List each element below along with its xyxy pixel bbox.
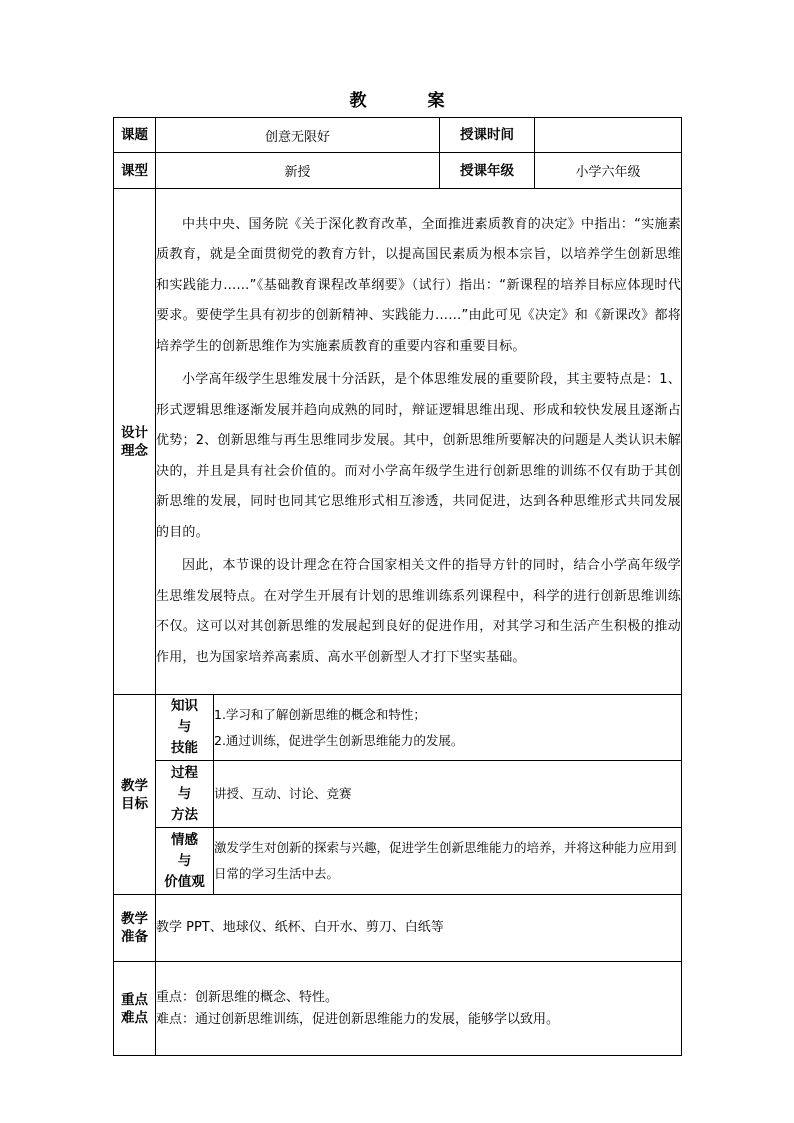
row-type <box>114 153 682 189</box>
knowledge-label: 知识 与 技能 <box>156 695 214 761</box>
grade-label: 授课年级 <box>440 153 535 189</box>
row-objective-emotion <box>114 828 682 895</box>
topic-value: 创意无限好 <box>156 118 440 153</box>
page-title: 教 案 <box>349 91 467 111</box>
design-paragraph: 因此，本节课的设计理念在符合国家相关文件的指导方针的同时，结合小学高年级学生思维发展特点。在对学生开展有计划的思维训练系列课程中，科学的进行创新思维训练不仅。这可以对其创新思维的发展起到良好的促进作用，对其学习和生活产生积极的推动作用，也为国家培养高素质、高水平创新型人才打下坚实基础。 <box>156 558 682 665</box>
design-label: 设计 理念 <box>114 189 156 695</box>
row-design <box>114 189 682 695</box>
time-label: 授课时间 <box>440 118 535 153</box>
emotion-content: 激发学生对创新的探索与兴趣，促进学生创新思维能力的培养，并将这种能力应用到日常的学习生活中去。 <box>214 828 682 895</box>
knowledge-item: 2.通过训练，促进学生创新思维能力的发展。 <box>214 732 464 748</box>
row-objective-knowledge <box>114 695 682 761</box>
process-content: 讲授、互动、讨论、竞赛 <box>214 761 682 828</box>
keypoints-label: 重点 难点 <box>114 962 156 1056</box>
design-content <box>156 189 682 695</box>
type-value: 新授 <box>156 153 440 189</box>
preparation-content: 教学 PPT、地球仪、纸杯、白开水、剪刀、白纸等 <box>156 895 682 962</box>
preparation-label: 教学 准备 <box>114 895 156 962</box>
row-topic <box>114 118 682 153</box>
objectives-label: 教学 目标 <box>114 695 156 895</box>
knowledge-content <box>214 695 682 761</box>
key-point: 重点：创新思维的概念、特性。 <box>156 989 339 1005</box>
process-label: 过程 与 方法 <box>156 761 214 828</box>
knowledge-item: 1.学习和了解创新思维的概念和特性； <box>214 706 426 722</box>
difficult-point: 难点：通过创新思维训练，促进创新思维能力的发展，能够学以致用。 <box>156 1011 560 1027</box>
type-label: 课型 <box>114 153 156 189</box>
topic-label: 课题 <box>114 118 156 153</box>
row-preparation <box>114 895 682 962</box>
row-keypoints <box>114 962 682 1056</box>
row-objective-process <box>114 761 682 828</box>
keypoints-content <box>156 962 682 1056</box>
design-paragraph: 中共中央、国务院《关于深化教育改革，全面推进素质教育的决定》中指出：“实施素质教育，就是全面贯彻党的教育方针，以提高国民素质为根本宗旨，以培养学生创新思维和实践能力……”《基础教育课程改革纲要》（试行）指出：“新课程的培养目标应体现时代要求。要使学生具有初步的创新精神、实践能力……”由此可见《决定》和《新课改》都将培养学生的创新思维作为实施素质教育的重要内容和重要目标。 <box>156 216 682 354</box>
time-value <box>535 118 682 153</box>
emotion-label: 情感 与 价值观 <box>156 828 214 895</box>
design-paragraph: 小学高年级学生思维发展十分活跃，是个体思维发展的重要阶段，其主要特点是：1、形式逻辑思维逐渐发展并趋向成熟的同时，辩证逻辑思维出现、形成和较快发展且逐渐占优势；2、创新思维与再生思维同步发展。其中，创新思维所要解决的问题是人类认识未解决的，并且是具有社会价值的。而对小学高年级学生进行创新思维的训练不仅有助于其创新思维的发展，同时也同其它思维形式相互渗透，共同促进，达到各种思维形式共同发展的目的。 <box>156 372 682 540</box>
lesson-plan-table <box>113 117 682 1056</box>
grade-value: 小学六年级 <box>535 153 682 189</box>
